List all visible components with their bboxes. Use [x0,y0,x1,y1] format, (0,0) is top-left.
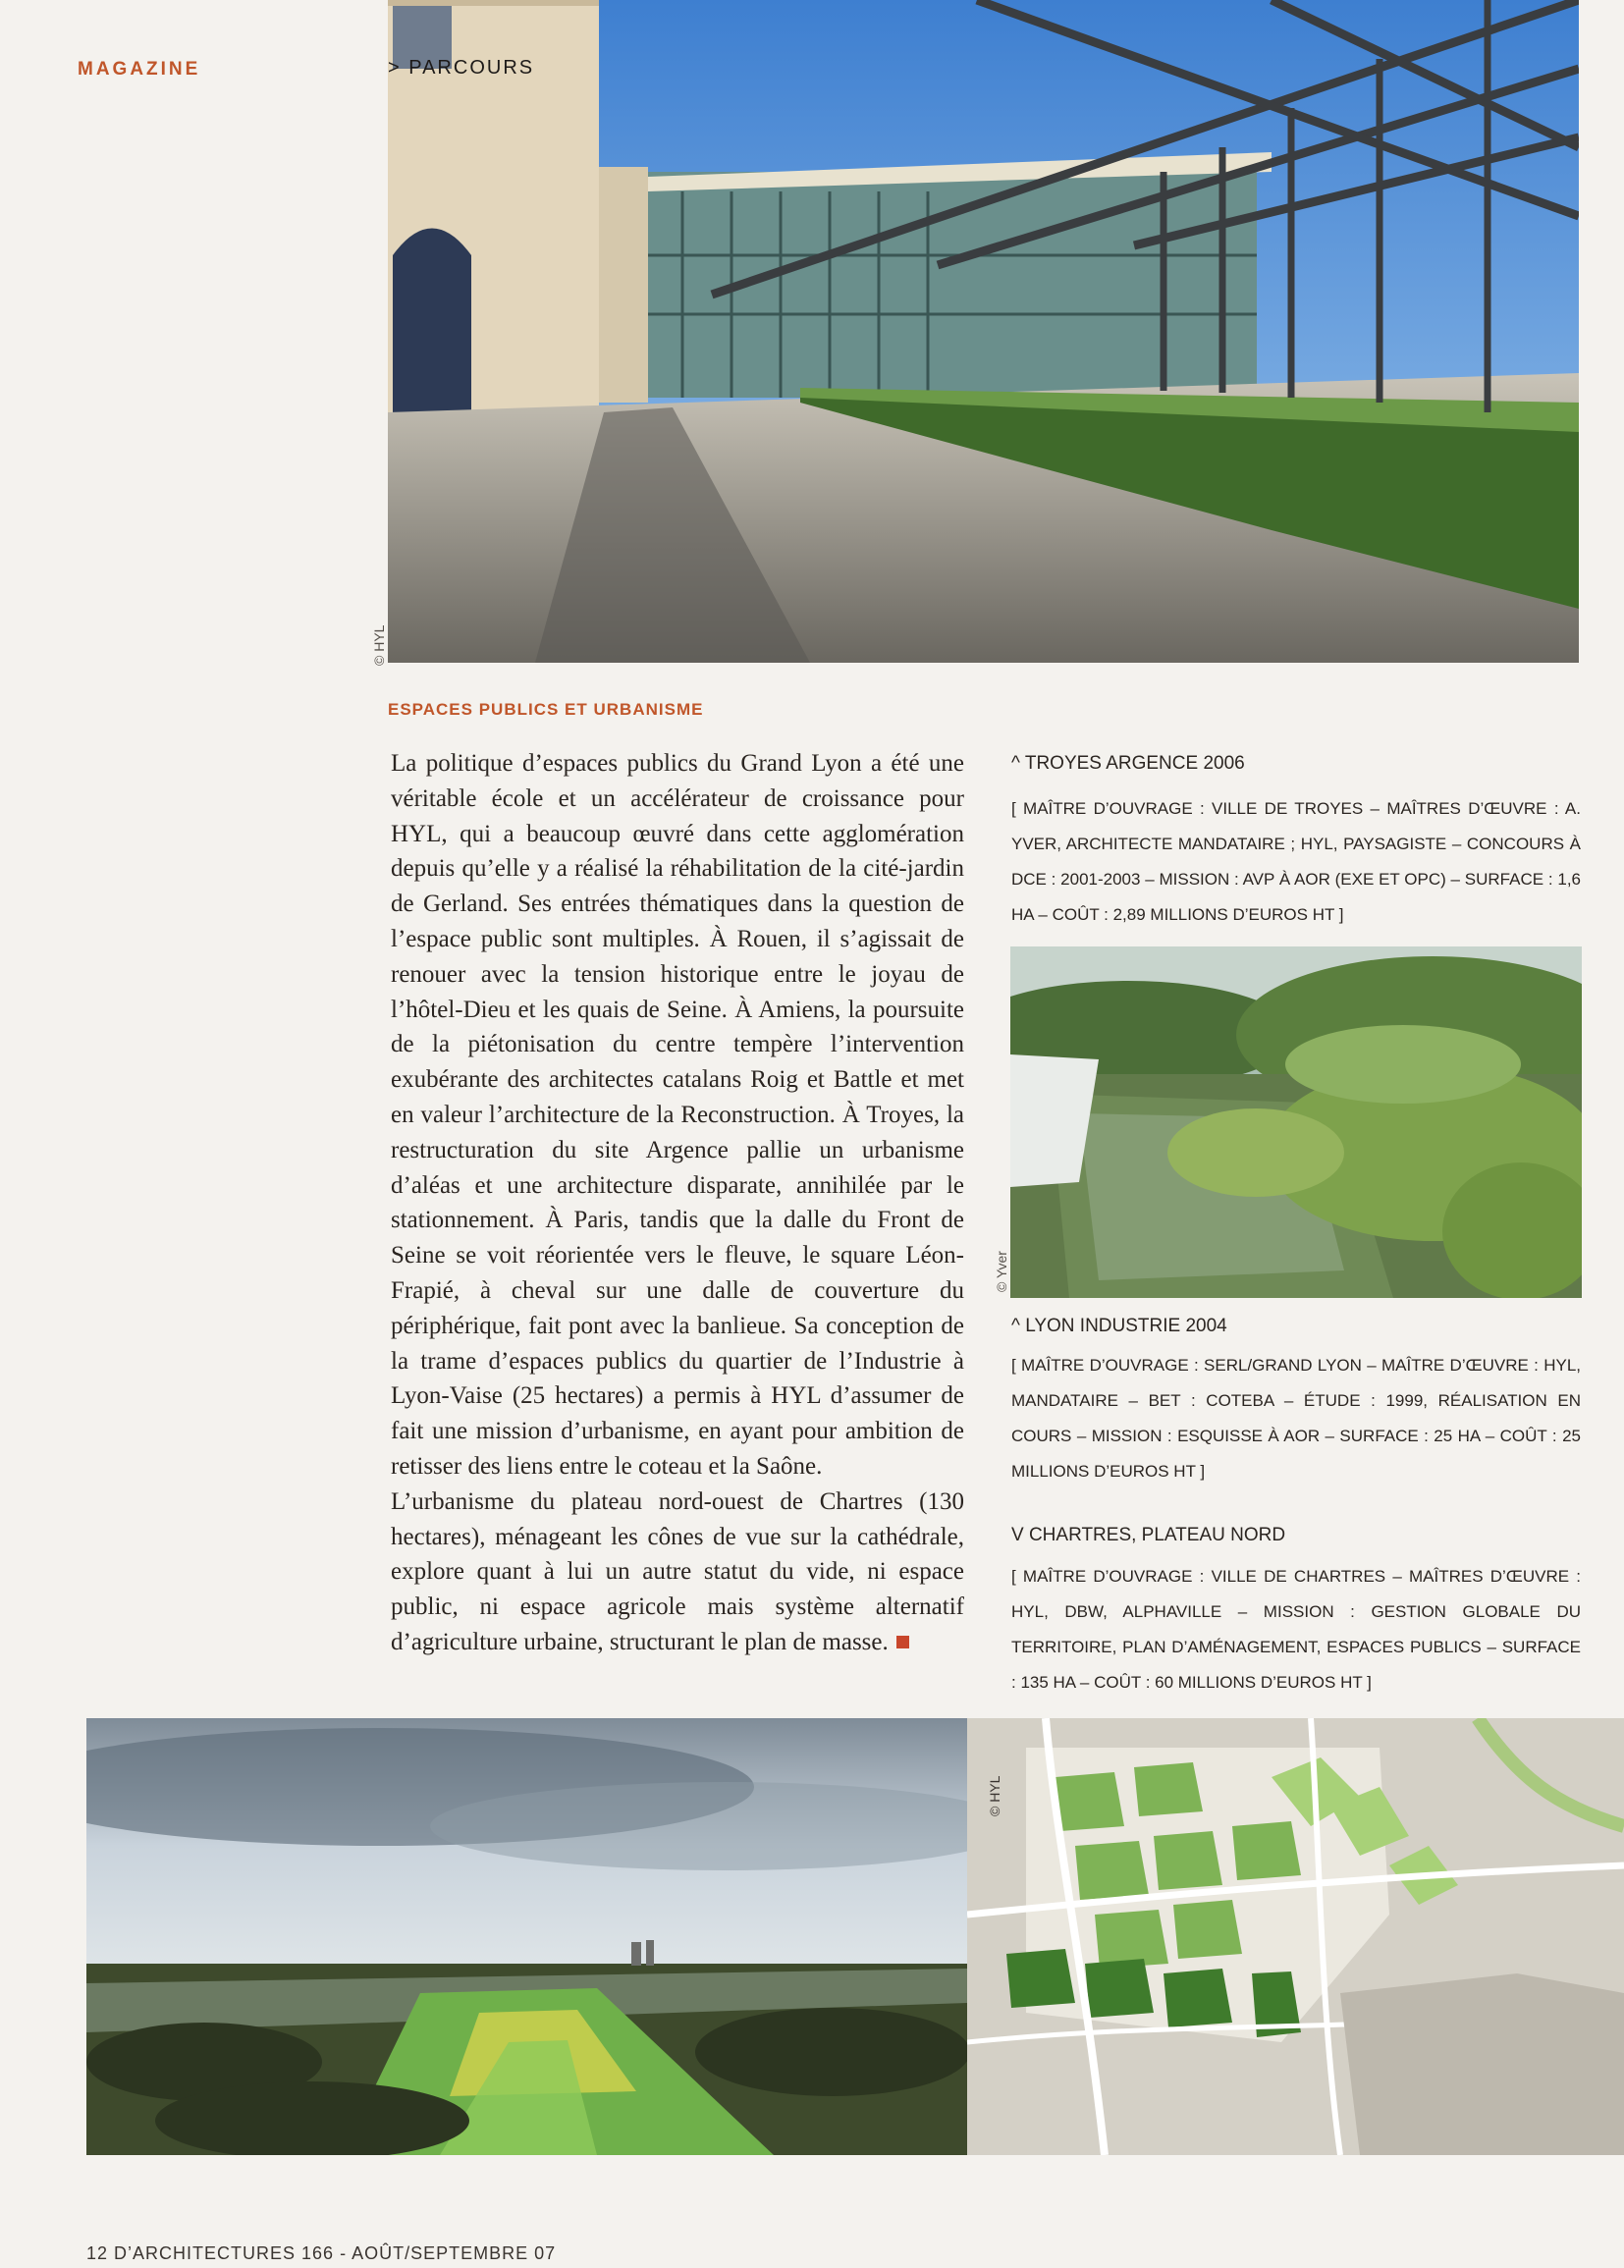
caption-lyon-title: ^ LYON INDUSTRIE 2004 [1011,1316,1227,1336]
caption-chartres-title: V CHARTRES, PLATEAU NORD [1011,1525,1286,1545]
top-photo-credit: © HYL [371,624,387,666]
section-label: MAGAZINE [78,59,201,80]
caption-troyes-body: [ MAÎTRE D’OUVRAGE : VILLE DE TROYES – MAÎTRES D’ŒUVRE : A. YVER, ARCHITECTE MANDATAIRE ; HYL, PAYSAGISTE – CONCOURS À DCE : 2001-2003 – MISSION : AVP À AOR (EXE ET OPC) – SURFACE : 1,6 HA – COÛT : 2,89 MILLIONS D’EUROS HT ] [1011,799,1581,924]
caption-troyes-title: ^ TROYES ARGENCE 2006 [1011,753,1245,774]
article-paragraph-2-text: L’urbanisme du plateau nord-ouest de Chartres (130 hectares), ménageant les cônes de vue sur la cathédrale, explore quant à lui un autre statut du vide, ni espace public, ni espace agricole mais système alternatif d’agriculture urbaine, structurant le plan de masse. [391,1487,964,1655]
chartres-masterplan-map [967,1718,1624,2155]
lyon-industrie-photo [1010,946,1582,1298]
article-paragraph-1: La politique d’espaces publics du Grand Lyon a été une véritable école et un accélérateur de croissance pour HYL, qui a beaucoup œuvré dans cette agglomération depuis qu’elle y a réalisé la réhabilitation de la cité-jardin de Gerland. Ses entrées thématiques dans la question de l’espace public sont multiples. À Rouen, il s’agissait de renouer avec la tension historique entre le joyau de l’hôtel-Dieu et les quais de Seine. À Amiens, la poursuite de la piétonisation du centre tempère l’intervention exubérante des architectes catalans Roig et Battle et met en valeur l’architecture de la Reconstruction. À Troyes, la restructuration du site Argence pallie un urbanisme d’aléas et une architecture disparate, annihilée par le stationnement. À Paris, tandis que la dalle du Front de Seine se voit réorientée vers le fleuve, le square Léon-Frapié, à cheval sur une dalle de couverture du périphérique, fait pont avec la banlieue. Sa conception de la trame d’espaces publics du quartier de l’Industrie à Lyon-Vaise (25 hectares) a permis à HYL d’assumer de fait une mission d’urbanisme, en ayant pour ambition de retisser des liens entre le coteau et la Saône. [391,750,964,1480]
article-subhead: ESPACES PUBLICS ET URBANISME [388,700,704,719]
article-body [391,746,964,1660]
map-credit: © HYL [987,1775,1002,1816]
caption-lyon-body: [ MAÎTRE D’OUVRAGE : SERL/GRAND LYON – MAÎTRE D’ŒUVRE : HYL, MANDATAIRE – BET : COTEBA – ÉTUDE : 1999, RÉALISATION EN COURS – MISSION : ESQUISSE À AOR – SURFACE : 25 HA – COÛT : 25 MILLIONS D’EUROS HT ] [1011,1356,1581,1481]
chartres-aerial-render [86,1718,967,2155]
article-paragraph-2 [391,1485,964,1660]
page-footer: 12 D’ARCHITECTURES 166 - AOÛT/SEPTEMBRE 07 [86,2243,557,2263]
middle-photo-credit: © Yver [994,1251,1009,1292]
caption-chartres-body: [ MAÎTRE D’OUVRAGE : VILLE DE CHARTRES – MAÎTRES D’ŒUVRE : HYL, DBW, ALPHAVILLE – MISSION : GESTION GLOBALE DU TERRITOIRE, PLAN D’AMÉNAGEMENT, ESPACES PUBLICS – SURFACE : 135 HA – COÛT : 60 MILLIONS D’EUROS HT ] [1011,1567,1581,1692]
end-of-article-mark [896,1636,909,1648]
rubric-label: > PARCOURS [388,57,535,79]
troyes-argence-photo [388,0,1579,663]
